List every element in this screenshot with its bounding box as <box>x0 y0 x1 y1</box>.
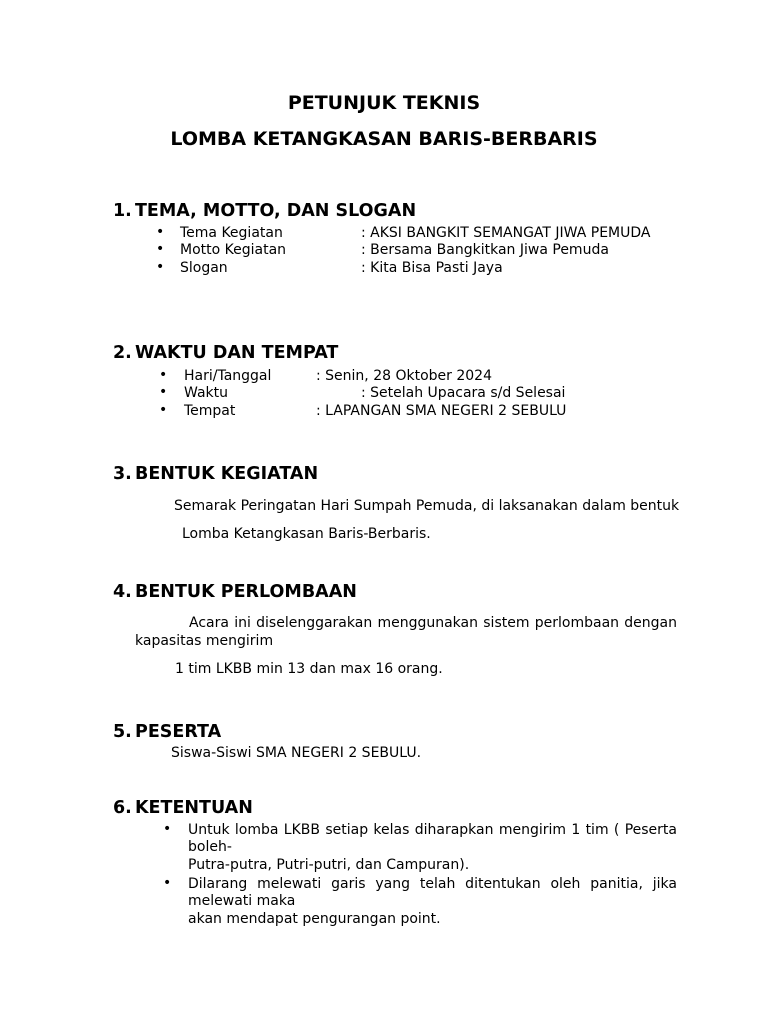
section-heading-1 <box>113 201 416 221</box>
item-label: Hari/Tanggal <box>184 368 272 384</box>
document-subtitle: LOMBA KETANGKASAN BARIS-BERBARIS <box>170 128 598 150</box>
section-title: PESERTA <box>135 722 222 742</box>
section-number: 4. <box>113 582 132 602</box>
section-number: 6. <box>113 798 132 818</box>
section-heading-4 <box>113 582 357 602</box>
section-title: KETENTUAN <box>135 798 253 818</box>
bullet-icon: • <box>163 821 172 837</box>
item-label: Tema Kegiatan <box>180 225 283 241</box>
paragraph-line: Semarak Peringatan Hari Sumpah Pemuda, di laksanakan dalam bentuk <box>174 498 680 514</box>
rule-line: melewati maka <box>188 893 296 909</box>
item-label: Tempat <box>184 403 236 419</box>
section-heading-2 <box>113 343 338 363</box>
section-title: TEMA, MOTTO, DAN SLOGAN <box>135 201 417 221</box>
paragraph-line: kapasitas mengirim <box>135 633 274 649</box>
section-number: 2. <box>113 343 132 363</box>
rule-line: Dilarang melewati garis yang telah ditentukan oleh panitia, jika <box>188 876 677 892</box>
section-heading-6 <box>113 798 253 818</box>
section-heading-3 <box>113 464 318 484</box>
bullet-icon: • <box>163 875 172 891</box>
item-value: : LAPANGAN SMA NEGERI 2 SEBULU <box>316 403 567 419</box>
item-label: Motto Kegiatan <box>180 242 287 258</box>
bullet-icon: • <box>159 384 168 400</box>
section-number: 5. <box>113 722 132 742</box>
rule-line: boleh- <box>188 839 232 855</box>
section-number: 3. <box>113 464 132 484</box>
paragraph-line: 1 tim LKBB min 13 dan max 16 orang. <box>175 661 443 677</box>
item-value: : AKSI BANGKIT SEMANGAT JIWA PEMUDA <box>361 225 651 241</box>
item-value: : Senin, 28 Oktober 2024 <box>316 368 492 384</box>
section-title: BENTUK PERLOMBAAN <box>135 582 357 602</box>
rule-line: Putra-putra, Putri-putri, dan Campuran). <box>188 857 470 873</box>
item-value: : Setelah Upacara s/d Selesai <box>361 385 566 401</box>
document-title: PETUNJUK TEKNIS <box>287 92 481 114</box>
bullet-icon: • <box>159 367 168 383</box>
section-title: WAKTU DAN TEMPAT <box>135 343 339 363</box>
item-label: Waktu <box>184 385 228 401</box>
bullet-icon: • <box>156 224 165 240</box>
section-heading-5 <box>113 722 221 742</box>
bullet-icon: • <box>156 241 165 257</box>
item-value: : Bersama Bangkitkan Jiwa Pemuda <box>361 242 609 258</box>
rule-line: Untuk lomba LKBB setiap kelas diharapkan mengirim 1 tim ( Peserta <box>188 822 677 838</box>
section-number: 1. <box>113 201 132 221</box>
rule-line: akan mendapat pengurangan point. <box>188 911 441 927</box>
paragraph-line: Acara ini diselenggarakan menggunakan sistem perlombaan dengan <box>189 615 677 631</box>
paragraph-line: Siswa-Siswi SMA NEGERI 2 SEBULU. <box>171 745 422 761</box>
item-label: Slogan <box>180 260 228 276</box>
item-value: : Kita Bisa Pasti Jaya <box>361 260 503 276</box>
section-title: BENTUK KEGIATAN <box>135 464 319 484</box>
bullet-icon: • <box>156 259 165 275</box>
bullet-icon: • <box>159 402 168 418</box>
paragraph-line: Lomba Ketangkasan Baris-Berbaris. <box>182 526 431 542</box>
